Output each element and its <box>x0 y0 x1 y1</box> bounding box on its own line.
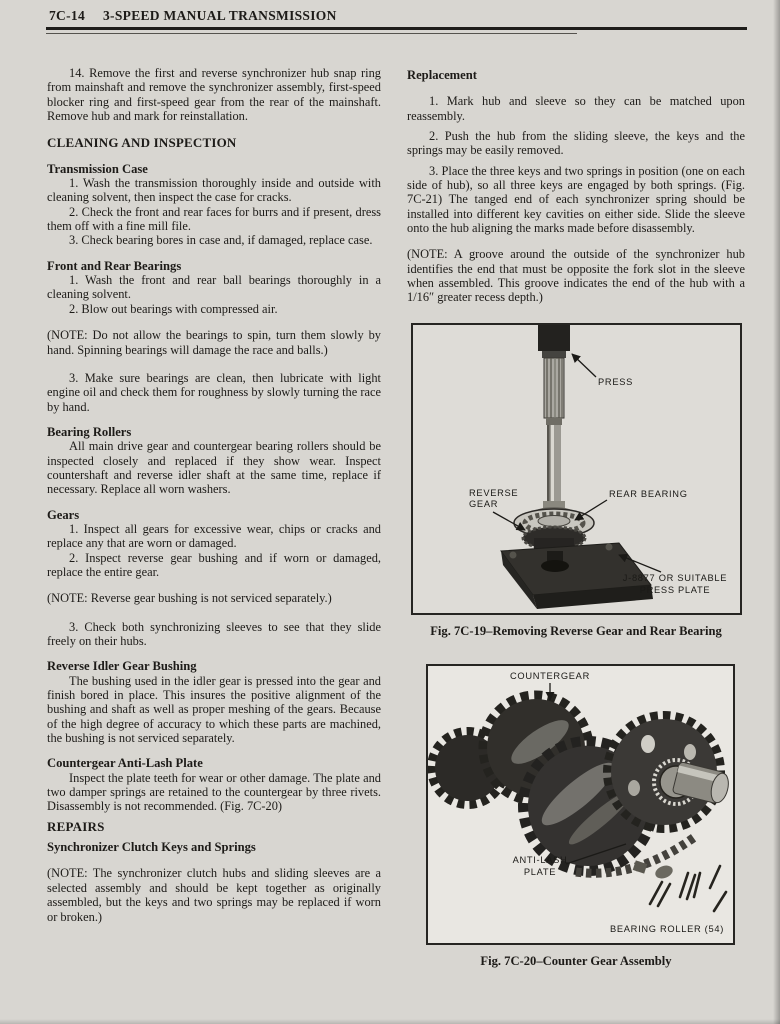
note-paragraph: (NOTE: Do not allow the bearings to spin, turn them slowly by hand. Spinning bearings will damage the race and balls.) <box>47 328 381 357</box>
press-plate-label-line2: PRESS PLATE <box>639 584 711 595</box>
rear-bearing-label: REAR BEARING <box>609 488 688 499</box>
section-heading-repairs: REPAIRS <box>47 818 105 834</box>
press-label: PRESS <box>598 376 634 387</box>
scan-edge-shadow <box>773 0 780 1024</box>
header-rule-thin <box>46 33 577 34</box>
figure-7c20-caption: Fig. 7C-20–Counter Gear Assembly <box>480 954 672 969</box>
mainshaft-smooth-illustration <box>546 418 562 509</box>
note-paragraph: (NOTE: A groove around the outside of the synchronizer hub identifies the end that must be opposite the fork slot in the sleeve when assembled. This groove indicates the end of the hub with a 1/16″ greater recess depth.) <box>407 247 745 305</box>
figure-7c20 <box>426 664 735 945</box>
paragraph: 3. Check bearing bores in case and, if damaged, replace case. <box>69 233 373 248</box>
scan-edge-shadow <box>0 1019 780 1024</box>
paragraph: 1. Mark hub and sleeve so they can be matched upon reassembly. <box>407 94 745 123</box>
paragraph: Inspect the plate teeth for wear or other damage. The plate and two damper springs are retained to the countergear by three rivets. Disassembly is not recommended. (Fig. 7C-20) <box>47 770 381 814</box>
press-ram-illustration <box>538 325 570 358</box>
paragraph: 1. Inspect all gears for excessive wear, chips or cracks and replace any that are worn or damaged. <box>47 521 381 551</box>
subheading-anti-lash: Countergear Anti-Lash Plate <box>47 756 203 771</box>
mainshaft-splined-illustration <box>544 358 564 418</box>
paragraph: 3. Check both synchronizing sleeves to see that they slide freely on their hubs. <box>47 619 381 648</box>
subheading-gears: Gears <box>47 507 80 522</box>
paragraph: 3. Make sure bearings are clean, then lubricate with light engine oil and check them for roughness by slowly turning the race by hand. <box>47 370 381 414</box>
subheading-front-rear-bearings: Front and Rear Bearings <box>47 258 182 273</box>
paragraph: 2. Check the front and rear faces for burrs and if present, dress them off with a fine mill file. <box>47 204 381 234</box>
section-heading-cleaning: CLEANING AND INSPECTION <box>47 135 237 151</box>
countergear-label: COUNTERGEAR <box>509 671 591 682</box>
figure-7c19 <box>411 323 742 615</box>
page-number: 7C-14 <box>49 8 85 23</box>
subheading-reverse-idler: Reverse Idler Gear Bushing <box>47 659 197 674</box>
paragraph: 3. Place the three keys and two springs in position (one on each side of hub), so all three keys are engaged by both springs. (Fig. 7C-21) The tanged end of each synchronizer spring should be installed into different key cavities on either side. Slide the sleeve onto the hub aligning the marks made before disassembly. <box>407 163 745 236</box>
paragraph-step-14: 14. Remove the first and reverse synchronizer hub snap ring from mainshaft and remove the synchronizer assembly, first-speed blocker ring and first-speed gear from the rear of the mainshaft. Remove hub and mark for reinstallation. <box>47 66 381 124</box>
paragraph: 2. Push the hub from the sliding sleeve, the keys and the springs may be easily removed. <box>407 129 745 158</box>
reverse-gear-label-line1: REVERSE <box>469 487 519 498</box>
paragraph: The bushing used in the idler gear is pressed into the gear and finish bored in place. This insures the positive alignment of the bushing and shaft as well as proper meshing of the gears. Because of the high degree of accuracy to which these parts are machined, the bushing is not serviced separately. <box>47 673 381 746</box>
figure-7c20-photo <box>428 666 733 943</box>
page-title: 3-SPEED MANUAL TRANSMISSION <box>103 8 337 23</box>
paragraph: All main drive gear and countergear bearing rollers should be inspected closely and replaced if they show wear. Inspect countershaft and reverse idler shaft at the same time, replace if necessary. Replace all worn washers. <box>47 439 381 497</box>
reverse-gear-label-line2: GEAR <box>469 498 499 509</box>
subheading-replacement: Replacement <box>407 68 477 82</box>
subheading-sync-keys: Synchronizer Clutch Keys and Springs <box>47 840 256 855</box>
right-column <box>407 60 745 969</box>
header-rule-thick <box>46 27 747 30</box>
anti-lash-label-line2: PLATE <box>523 867 557 878</box>
anti-lash-label-line1: ANTI-LASH <box>512 855 568 866</box>
page-header <box>49 8 337 24</box>
figure-7c19-photo <box>413 325 740 613</box>
subheading-bearing-rollers: Bearing Rollers <box>47 424 132 439</box>
paragraph: 2. Inspect reverse gear bushing and if worn or damaged, replace the entire gear. <box>47 550 381 579</box>
paragraph: 2. Blow out bearings with compressed air. <box>69 301 278 316</box>
press-plate-label-line1: J-8877 OR SUITABLE <box>622 572 728 583</box>
note-paragraph: (NOTE: The synchronizer clutch hubs and sliding sleeves are a selected assembly and should be kept together as originally assembled, but the keys and two springs may be replaced if worn or broken.) <box>47 866 381 924</box>
paragraph: 1. Wash the front and rear ball bearings thoroughly in a cleaning solvent. <box>47 273 381 302</box>
note-paragraph: (NOTE: Reverse gear bushing is not serviced separately.) <box>47 591 332 606</box>
paragraph: 1. Wash the transmission thoroughly inside and outside with cleaning solvent, then inspect the case for cracks. <box>47 176 381 205</box>
figure-7c19-caption: Fig. 7C-19–Removing Reverse Gear and Rear Bearing <box>430 623 722 638</box>
bearing-roller-label: BEARING ROLLER (54) <box>609 924 724 935</box>
left-column <box>47 60 381 924</box>
subheading-transmission-case: Transmission Case <box>47 161 148 176</box>
